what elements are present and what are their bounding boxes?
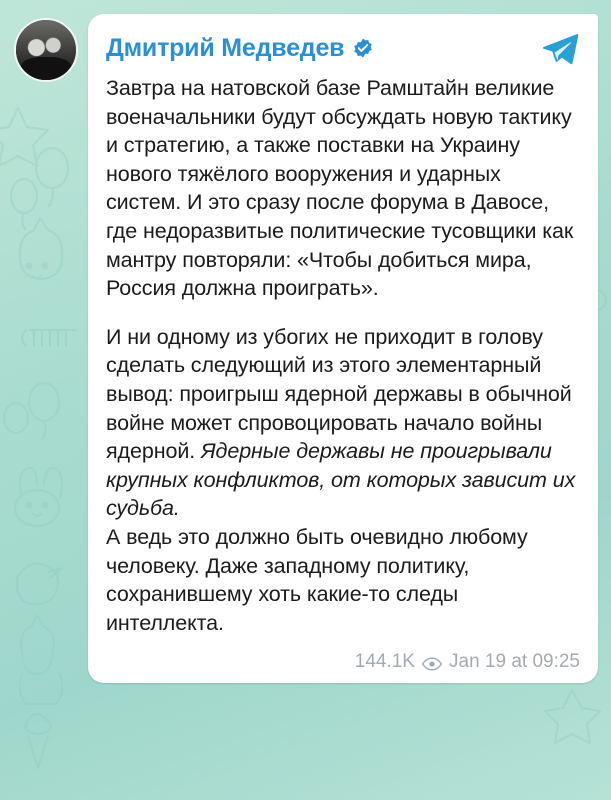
verified-badge-icon xyxy=(352,37,374,59)
eye-icon xyxy=(422,655,442,669)
avatar-image xyxy=(16,20,76,80)
message-paragraph: Завтра на натовской базе Рамштайн великие военачальники будут обсуждать новую тактику и стратегию, а также поставки на Украину нового тяжёлого вооружения и ударных систем. И это сразу после форума в Давосе, где недоразвитые политические тусовщики как мантру повторяли: «Чтобы добиться мира, Россия должна проиграть». xyxy=(106,76,574,301)
avatar[interactable] xyxy=(14,18,78,82)
message-paragraph xyxy=(106,323,580,523)
message-paragraph: А ведь это должно быть очевидно любому человеку. Даже западному политику, сохранившему хоть какие-то следы интеллекта. xyxy=(106,524,528,635)
view-count: 144.1K xyxy=(354,651,415,673)
author-name[interactable]: Дмитрий Медведев xyxy=(106,33,345,62)
message-card xyxy=(88,14,598,683)
paragraph-normal-run: И ни одному из убогих не приходит в голову сделать следующий из этого элементарный вывод: проигрыш ядерной державы в обычной войне может спровоцировать начало войны ядерной. xyxy=(106,324,572,464)
telegram-logo-icon[interactable] xyxy=(540,28,580,68)
message-header xyxy=(106,28,580,68)
paragraph-italic-run: Ядерные державы не проигрывали крупных конфликтов, от которых зависит их судьба. xyxy=(106,439,576,521)
message-footer xyxy=(106,651,580,673)
message-body xyxy=(106,74,580,637)
timestamp: Jan 19 at 09:25 xyxy=(449,651,580,673)
